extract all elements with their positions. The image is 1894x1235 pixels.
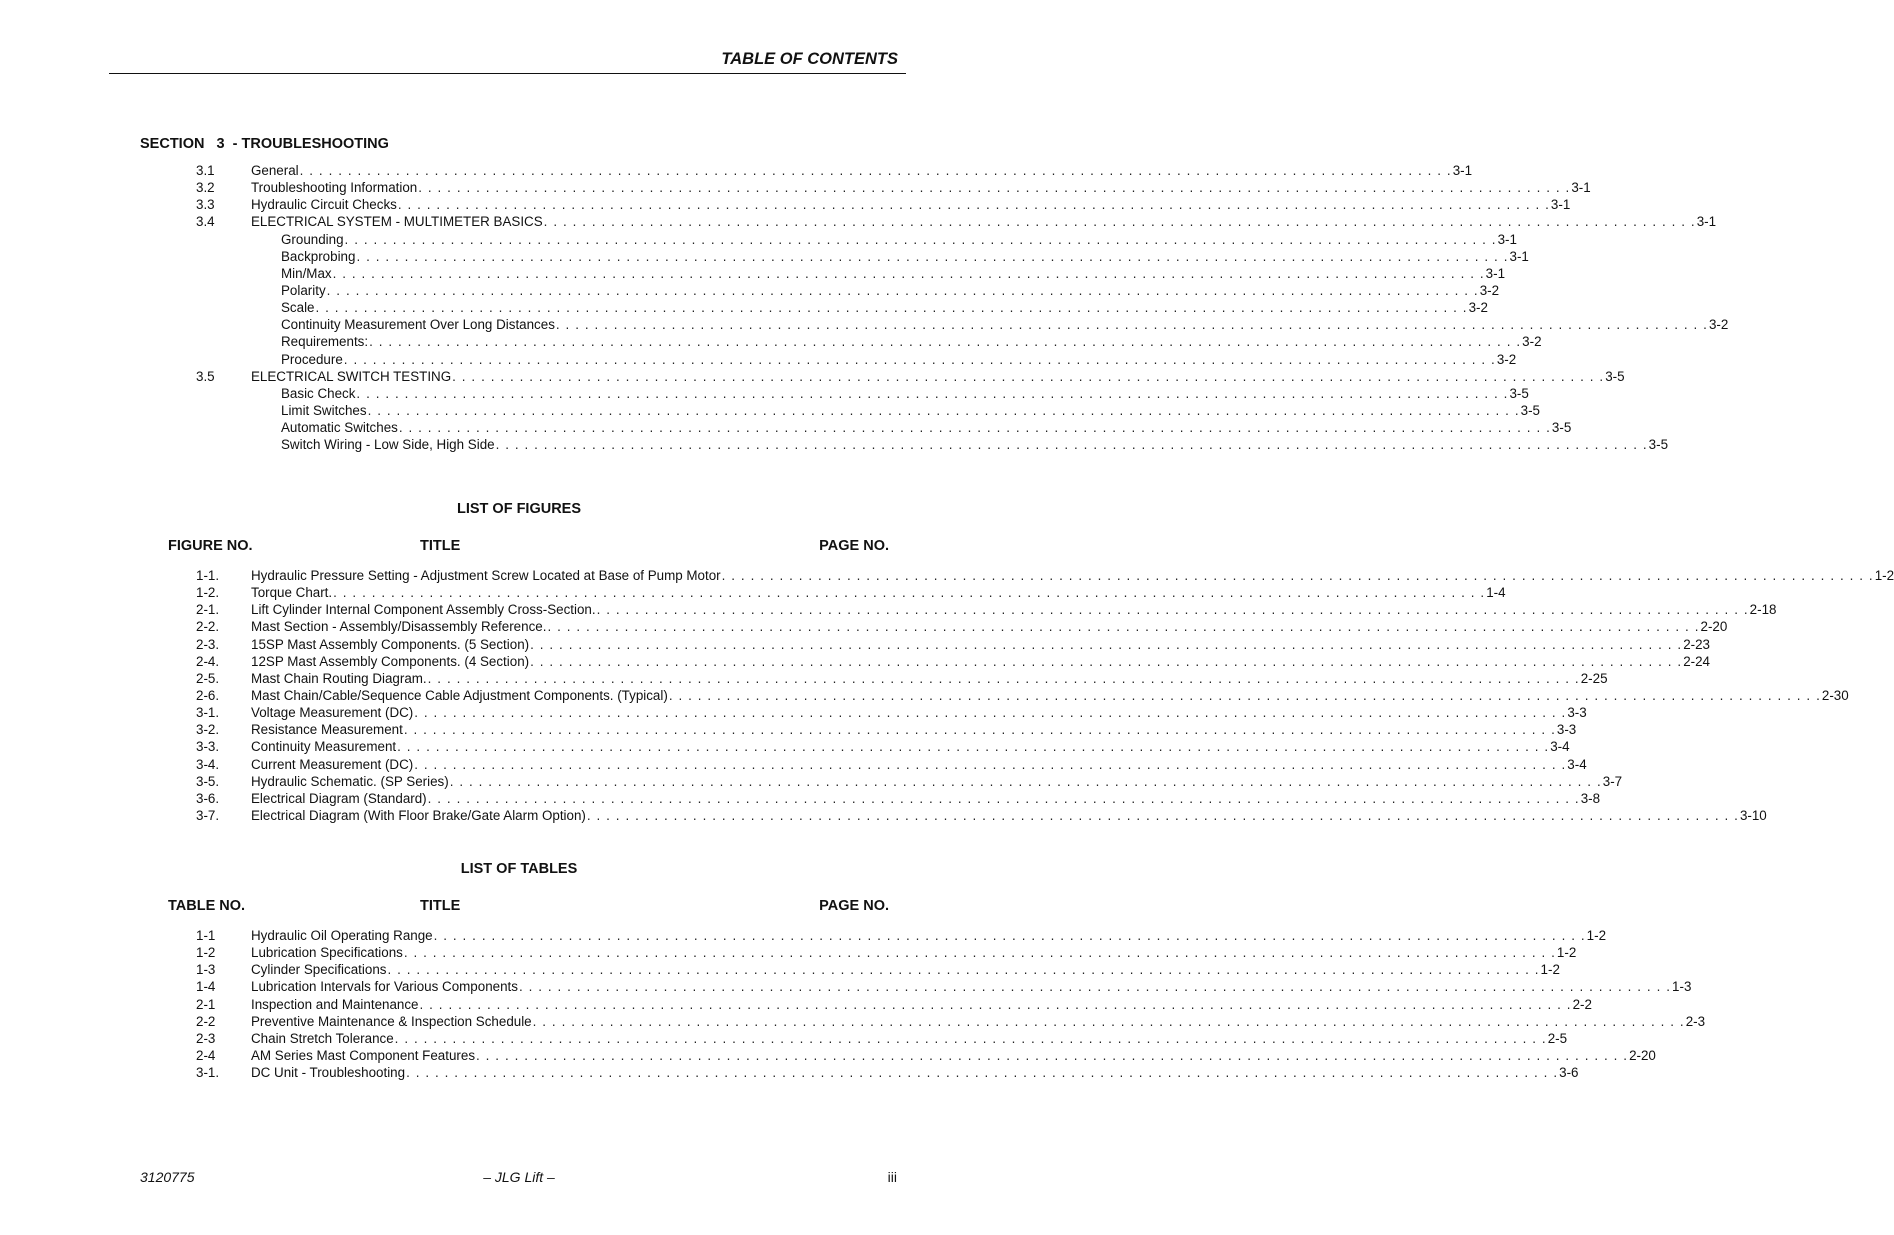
entry-page: 3-10	[1739, 807, 1767, 823]
entry-title: Lubrication Specifications	[251, 945, 403, 961]
dot-leader: . . . . . . . . . . . . . . . . . . . . . . . . . . . . . . . . . . . . . . . . . . . . . . . . . . . . . . . . . . . . . . . . . . . . . . . . . . . . . . . . . . . . . . . . . . . . . . . . . . . . . . . . . . . . . . . . . . . . . . . .	[333, 585, 1486, 601]
entry-page: 2-20	[1700, 619, 1728, 635]
entry-number: 2-3	[196, 1030, 216, 1046]
entry-number: 2-4	[196, 1047, 216, 1063]
toc-entry	[196, 436, 1669, 453]
figures-col-number: FIGURE NO.	[168, 538, 253, 554]
entry-number: 3-4.	[196, 756, 220, 772]
entry-number: 3.2	[196, 180, 215, 196]
entry-title: Troubleshooting Information	[251, 180, 418, 196]
toc-entry	[196, 978, 1692, 995]
entry-title: Hydraulic Circuit Checks	[251, 197, 397, 213]
entry-number: 3-2.	[196, 722, 220, 738]
tables-col-page: PAGE NO.	[819, 898, 889, 914]
entry-page: 3-1	[1485, 265, 1506, 281]
entry-number: 1-3	[196, 962, 216, 978]
entry-title: Procedure	[281, 351, 343, 367]
entry-title: Mast Chain/Cable/Sequence Cable Adjustment Components. (Typical)	[251, 687, 668, 703]
entry-page: 3-6	[1559, 1065, 1579, 1081]
entry-number: 1-1	[196, 928, 216, 943]
entry-number: 2-6.	[196, 687, 220, 703]
entry-number: 2-2.	[196, 619, 220, 635]
dot-leader: . . . . . . . . . . . . . . . . . . . . . . . . . . . . . . . . . . . . . . . . . . . . . . . . . . . . . . . . . . . . . . . . . . . . . . . . . . . . . . . . . . . . . . . . . . . . . . . . . . . . . . . . . . . . . . . . . . . . . . . .	[721, 568, 1874, 583]
dot-leader: . . . . . . . . . . . . . . . . . . . . . . . . . . . . . . . . . . . . . . . . . . . . . . . . . . . . . . . . . . . . . . . . . . . . . . . . . . . . . . . . . . . . . . . . . . . . . . . . . . . . . . . . . . . . . . . . . . . . . . . .	[530, 653, 1683, 669]
figures-list	[196, 567, 1894, 824]
entry-number: 3-1.	[196, 705, 220, 721]
entry-title: Lift Cylinder Internal Component Assembly Cross-Section.	[251, 602, 596, 618]
entry-number: 2-4.	[196, 653, 220, 669]
entry-page: 3-2	[1468, 300, 1488, 316]
dot-leader: . . . . . . . . . . . . . . . . . . . . . . . . . . . . . . . . . . . . . . . . . . . . . . . . . . . . . . . . . . . . . . . . . . . . . . . . . . . . . . . . . . . . . . . . . . . . . . . . . . . . . . . . . . . . . . . . . . . . . . . .	[367, 402, 1520, 418]
header-rule	[109, 73, 906, 74]
dot-leader: . . . . . . . . . . . . . . . . . . . . . . . . . . . . . . . . . . . . . . . . . . . . . . . . . . . . . . . . . . . . . . . . . . . . . . . . . . . . . . . . . . . . . . . . . . . . . . . . . . . . . . . . . . . . . . . . . . . . . . . .	[387, 962, 1540, 978]
entry-page: 3-5	[1520, 402, 1540, 418]
toc-entry	[196, 213, 1717, 230]
entry-page: 3-3	[1556, 722, 1577, 738]
entry-page: 2-2	[1572, 996, 1592, 1012]
toc-entry	[196, 368, 1625, 385]
entry-page: 1-2	[1586, 928, 1607, 943]
dot-leader: . . . . . . . . . . . . . . . . . . . . . . . . . . . . . . . . . . . . . . . . . . . . . . . . . . . . . . . . . . . . . . . . . . . . . . . . . . . . . . . . . . . . . . . . . . . . . . . . . . . . . . . . . . . . . . . . . . . . . . . .	[397, 739, 1550, 755]
dot-leader: . . . . . . . . . . . . . . . . . . . . . . . . . . . . . . . . . . . . . . . . . . . . . . . . . . . . . . . . . . . . . . . . . . . . . . . . . . . . . . . . . . . . . . . . . . . . . . . . . . . . . . . . . . . . . . . . . . . . . . . .	[397, 197, 1550, 213]
dot-leader: . . . . . . . . . . . . . . . . . . . . . . . . . . . . . . . . . . . . . . . . . . . . . . . . . . . . . . . . . . . . . . . . . . . . . . . . . . . . . . . . . . . . . . . . . . . . . . . . . . . . . . . . . . . . . . . . . . . . . . . .	[586, 807, 1739, 823]
entry-number: 2-2	[196, 1013, 216, 1029]
entry-title: Hydraulic Pressure Setting - Adjustment Screw Located at Base of Pump Motor	[251, 568, 721, 583]
entry-page: 2-23	[1683, 636, 1710, 652]
toc-entry	[196, 704, 1587, 721]
entry-number: 1-4	[196, 979, 216, 995]
entry-title: Grounding	[281, 231, 344, 247]
entry-title: Limit Switches	[281, 402, 367, 418]
toc-entry	[196, 179, 1591, 196]
entry-title: 12SP Mast Assembly Components. (4 Section)	[251, 653, 530, 669]
dot-leader: . . . . . . . . . . . . . . . . . . . . . . . . . . . . . . . . . . . . . . . . . . . . . . . . . . . . . . . . . . . . . . . . . . . . . . . . . . . . . . . . . . . . . . . . . . . . . . . . . . . . . . . . . . . . . . . . . . . . . . . .	[555, 317, 1708, 333]
entry-number: 1-1.	[196, 568, 220, 583]
entry-title: Continuity Measurement Over Long Distances	[281, 317, 555, 333]
entry-page: 3-2	[1522, 334, 1542, 350]
entry-title: Hydraulic Oil Operating Range	[251, 928, 433, 943]
toc-entry	[196, 756, 1587, 773]
dot-leader: . . . . . . . . . . . . . . . . . . . . . . . . . . . . . . . . . . . . . . . . . . . . . . . . . . . . . . . . . . . . . . . . . . . . . . . . . . . . . . . . . . . . . . . . . . . . . . . . . . . . . . . . . . . . . . . . . . . . . . . .	[418, 180, 1571, 196]
figures-col-title: TITLE	[420, 538, 461, 554]
entry-title: ELECTRICAL SWITCH TESTING	[251, 368, 452, 384]
toc-entry	[196, 231, 1517, 248]
entry-number: 3-3.	[196, 739, 220, 755]
dot-leader: . . . . . . . . . . . . . . . . . . . . . . . . . . . . . . . . . . . . . . . . . . . . . . . . . . . . . . . . . . . . . . . . . . . . . . . . . . . . . . . . . . . . . . . . . . . . . . . . . . . . . . . . . . . . . . . . . . . . . . . .	[356, 248, 1509, 264]
toc-entry	[196, 944, 1577, 961]
entry-number: 3-1.	[196, 1065, 220, 1081]
entry-title: Min/Max	[281, 265, 332, 281]
toc-entry	[196, 670, 1608, 687]
entry-page: 2-25	[1580, 670, 1608, 686]
toc-entry	[196, 196, 1571, 213]
entry-page: 2-24	[1683, 653, 1710, 669]
entry-page: 3-1	[1550, 197, 1571, 213]
entry-number: 2-1	[196, 996, 216, 1012]
entry-title: Basic Check	[281, 385, 356, 401]
toc-entry	[196, 316, 1729, 333]
entry-title: Inspection and Maintenance	[251, 996, 419, 1012]
toc-entry	[196, 687, 1849, 704]
toc-entry	[196, 653, 1710, 670]
footer-doc-number: 3120775	[140, 1169, 195, 1185]
entry-page: 3-5	[1648, 437, 1669, 453]
dot-leader: . . . . . . . . . . . . . . . . . . . . . . . . . . . . . . . . . . . . . . . . . . . . . . . . . . . . . . . . . . . . . . . . . . . . . . . . . . . . . . . . . . . . . . . . . . . . . . . . . . . . . . . . . . . . . . . . . . . . . . . .	[356, 385, 1509, 401]
entry-page: 3-2	[1479, 282, 1500, 298]
dot-leader: . . . . . . . . . . . . . . . . . . . . . . . . . . . . . . . . . . . . . . . . . . . . . . . . . . . . . . . . . . . . . . . . . . . . . . . . . . . . . . . . . . . . . . . . . . . . . . . . . . . . . . . . . . . . . . . . . . . . . . . .	[326, 282, 1479, 298]
toc-entry	[196, 248, 1529, 265]
toc-entry	[196, 162, 1473, 179]
entry-title: Cylinder Specifications	[251, 962, 387, 978]
entry-page: 1-4	[1486, 585, 1506, 601]
entry-page: 3-7	[1602, 773, 1623, 789]
dot-leader: . . . . . . . . . . . . . . . . . . . . . . . . . . . . . . . . . . . . . . . . . . . . . . . . . . . . . . . . . . . . . . . . . . . . . . . . . . . . . . . . . . . . . . . . . . . . . . . . . . . . . . . . . . . . . . . . . . . . . . . .	[532, 1013, 1685, 1029]
entry-page: 3-2	[1496, 351, 1517, 367]
entry-title: Electrical Diagram (With Floor Brake/Gate Alarm Option)	[251, 807, 586, 823]
dot-leader: . . . . . . . . . . . . . . . . . . . . . . . . . . . . . . . . . . . . . . . . . . . . . . . . . . . . . . . . . . . . . . . . . . . . . . . . . . . . . . . . . . . . . . . . . . . . . . . . . . . . . . . . . . . . . . . . . . . . . . . .	[495, 437, 1648, 453]
toc-entry	[196, 721, 1577, 738]
toc-entry	[196, 299, 1488, 316]
entry-title: ELECTRICAL SYSTEM - MULTIMETER BASICS	[251, 214, 543, 230]
dot-leader: . . . . . . . . . . . . . . . . . . . . . . . . . . . . . . . . . . . . . . . . . . . . . . . . . . . . . . . . . . . . . . . . . . . . . . . . . . . . . . . . . . . . . . . . . . . . . . . . . . . . . . . . . . . . . . . . . . . . . . . .	[344, 231, 1497, 247]
entry-number: 2-3.	[196, 636, 220, 652]
toc-entry	[196, 333, 1542, 350]
entry-title: Backprobing	[281, 248, 356, 264]
toc-entry	[196, 996, 1592, 1013]
entry-page: 3-5	[1605, 368, 1625, 384]
entry-title: Scale	[281, 300, 315, 316]
dot-leader: . . . . . . . . . . . . . . . . . . . . . . . . . . . . . . . . . . . . . . . . . . . . . . . . . . . . . . . . . . . . . . . . . . . . . . . . . . . . . . . . . . . . . . . . . . . . . . . . . . . . . . . . . . . . . . . . . . . . . . . .	[543, 214, 1696, 230]
entry-number: 3-6.	[196, 790, 220, 806]
entry-title: Resistance Measurement	[251, 722, 403, 738]
dot-leader: . . . . . . . . . . . . . . . . . . . . . . . . . . . . . . . . . . . . . . . . . . . . . . . . . . . . . . . . . . . . . . . . . . . . . . . . . . . . . . . . . . . . . . . . . . . . . . . . . . . . . . . . . . . . . . . . . . . . . . . .	[449, 773, 1602, 789]
entry-page: 1-3	[1672, 979, 1692, 995]
toc-entry	[196, 601, 1777, 618]
entry-page: 3-1	[1509, 248, 1529, 264]
entry-title: DC Unit - Troubleshooting	[251, 1065, 406, 1081]
entry-number: 3.1	[196, 163, 215, 178]
entry-number: 2-5.	[196, 670, 220, 686]
entry-title: Preventive Maintenance & Inspection Schedule	[251, 1013, 532, 1029]
figures-heading: LIST OF FIGURES	[456, 501, 582, 517]
entry-title: AM Series Mast Component Features	[251, 1047, 476, 1063]
entry-title: Switch Wiring - Low Side, High Side	[281, 437, 495, 453]
entry-title: Electrical Diagram (Standard)	[251, 790, 427, 806]
entry-page: 3-1	[1497, 231, 1517, 247]
entry-title: General	[251, 163, 299, 178]
footer-page-number: iii	[887, 1169, 897, 1185]
dot-leader: . . . . . . . . . . . . . . . . . . . . . . . . . . . . . . . . . . . . . . . . . . . . . . . . . . . . . . . . . . . . . . . . . . . . . . . . . . . . . . . . . . . . . . . . . . . . . . . . . . . . . . . . . . . . . . . . . . . . . . . .	[433, 928, 1586, 943]
entry-page: 3-2	[1708, 317, 1729, 333]
entry-title: Continuity Measurement	[251, 739, 397, 755]
entry-page: 3-4	[1567, 756, 1587, 772]
toc-entry	[196, 773, 1623, 790]
entry-page: 1-2	[1556, 945, 1577, 961]
dot-leader: . . . . . . . . . . . . . . . . . . . . . . . . . . . . . . . . . . . . . . . . . . . . . . . . . . . . . . . . . . . . . . . . . . . . . . . . . . . . . . . . . . . . . . . . . . . . . . . . . . . . . . . . . . . . . . . . . . . . . . . .	[403, 945, 1556, 961]
dot-leader: . . . . . . . . . . . . . . . . . . . . . . . . . . . . . . . . . . . . . . . . . . . . . . . . . . . . . . . . . . . . . . . . . . . . . . . . . . . . . . . . . . . . . . . . . . . . . . . . . . . . . . . . . . . . . . . . . . . . . . . .	[332, 265, 1485, 281]
dot-leader: . . . . . . . . . . . . . . . . . . . . . . . . . . . . . . . . . . . . . . . . . . . . . . . . . . . . . . . . . . . . . . . . . . . . . . . . . . . . . . . . . . . . . . . . . . . . . . . . . . . . . . . . . . . . . . . . . . . . . . . .	[315, 300, 1468, 316]
dot-leader: . . . . . . . . . . . . . . . . . . . . . . . . . . . . . . . . . . . . . . . . . . . . . . . . . . . . . . . . . . . . . . . . . . . . . . . . . . . . . . . . . . . . . . . . . . . . . . . . . . . . . . . . . . . . . . . . . . . . . . . .	[343, 351, 1496, 367]
toc-entry	[196, 807, 1767, 824]
toc-entry	[196, 282, 1500, 299]
toc-entry	[196, 1030, 1568, 1047]
dot-leader: . . . . . . . . . . . . . . . . . . . . . . . . . . . . . . . . . . . . . . . . . . . . . . . . . . . . . . . . . . . . . . . . . . . . . . . . . . . . . . . . . . . . . . . . . . . . . . . . . . . . . . . . . . . . . . . . . . . . . . . .	[414, 756, 1567, 772]
entry-title: Automatic Switches	[281, 420, 398, 436]
entry-title: 15SP Mast Assembly Components. (5 Section)	[251, 636, 530, 652]
entry-page: 3-1	[1696, 214, 1717, 230]
entry-page: 3-3	[1567, 705, 1587, 721]
page-header-title: TABLE OF CONTENTS	[721, 50, 898, 68]
entry-page: 3-1	[1571, 180, 1591, 196]
tables-col-title: TITLE	[420, 898, 461, 914]
dot-leader: . . . . . . . . . . . . . . . . . . . . . . . . . . . . . . . . . . . . . . . . . . . . . . . . . . . . . . . . . . . . . . . . . . . . . . . . . . . . . . . . . . . . . . . . . . . . . . . . . . . . . . . . . . . . . . . . . . . . . . . .	[419, 996, 1572, 1012]
entry-page: 3-4	[1550, 739, 1570, 755]
toc-entry	[196, 1013, 1706, 1030]
toc-entry	[196, 961, 1560, 978]
section-toc-list	[196, 162, 1729, 453]
entry-number: 3.4	[196, 214, 215, 230]
entry-page: 3-5	[1551, 420, 1572, 436]
dot-leader: . . . . . . . . . . . . . . . . . . . . . . . . . . . . . . . . . . . . . . . . . . . . . . . . . . . . . . . . . . . . . . . . . . . . . . . . . . . . . . . . . . . . . . . . . . . . . . . . . . . . . . . . . . . . . . . . . . . . . . . .	[369, 334, 1522, 350]
entry-title: Chain Stretch Tolerance	[251, 1030, 394, 1046]
entry-page: 2-3	[1685, 1013, 1706, 1029]
footer-brand: – JLG Lift –	[483, 1169, 555, 1185]
entry-title: Torque Chart.	[251, 585, 333, 601]
dot-leader: . . . . . . . . . . . . . . . . . . . . . . . . . . . . . . . . . . . . . . . . . . . . . . . . . . . . . . . . . . . . . . . . . . . . . . . . . . . . . . . . . . . . . . . . . . . . . . . . . . . . . . . . . . . . . . . . . . . . . . . .	[414, 705, 1567, 721]
entry-page: 2-18	[1749, 602, 1777, 618]
toc-entry	[196, 927, 1607, 944]
entry-title: Requirements:	[281, 334, 369, 350]
entry-title: Lubrication Intervals for Various Components	[251, 979, 518, 995]
toc-entry	[196, 402, 1540, 419]
entry-title: Mast Chain Routing Diagram.	[251, 670, 427, 686]
entry-title: Current Measurement (DC)	[251, 756, 414, 772]
toc-entry	[196, 584, 1506, 601]
figures-col-page: PAGE NO.	[819, 538, 889, 554]
dot-leader: . . . . . . . . . . . . . . . . . . . . . . . . . . . . . . . . . . . . . . . . . . . . . . . . . . . . . . . . . . . . . . . . . . . . . . . . . . . . . . . . . . . . . . . . . . . . . . . . . . . . . . . . . . . . . . . . . . . . . . . .	[406, 1065, 1559, 1081]
dot-leader: . . . . . . . . . . . . . . . . . . . . . . . . . . . . . . . . . . . . . . . . . . . . . . . . . . . . . . . . . . . . . . . . . . . . . . . . . . . . . . . . . . . . . . . . . . . . . . . . . . . . . . . . . . . . . . . . . . . . . . . .	[596, 602, 1749, 618]
dot-leader: . . . . . . . . . . . . . . . . . . . . . . . . . . . . . . . . . . . . . . . . . . . . . . . . . . . . . . . . . . . . . . . . . . . . . . . . . . . . . . . . . . . . . . . . . . . . . . . . . . . . . . . . . . . . . . . . . . . . . . . .	[403, 722, 1556, 738]
tables-heading: LIST OF TABLES	[460, 861, 578, 877]
entry-page: 1-2	[1874, 568, 1894, 583]
entry-title: Hydraulic Schematic. (SP Series)	[251, 773, 449, 789]
dot-leader: . . . . . . . . . . . . . . . . . . . . . . . . . . . . . . . . . . . . . . . . . . . . . . . . . . . . . . . . . . . . . . . . . . . . . . . . . . . . . . . . . . . . . . . . . . . . . . . . . . . . . . . . . . . . . . . . . . . . . . . .	[547, 619, 1700, 635]
toc-entry	[196, 1047, 1656, 1064]
dot-leader: . . . . . . . . . . . . . . . . . . . . . . . . . . . . . . . . . . . . . . . . . . . . . . . . . . . . . . . . . . . . . . . . . . . . . . . . . . . . . . . . . . . . . . . . . . . . . . . . . . . . . . . . . . . . . . . . . . . . . . . .	[394, 1030, 1547, 1046]
entry-page: 2-20	[1629, 1047, 1656, 1063]
toc-entry	[196, 385, 1529, 402]
entry-number: 3-7.	[196, 807, 220, 823]
dot-leader: . . . . . . . . . . . . . . . . . . . . . . . . . . . . . . . . . . . . . . . . . . . . . . . . . . . . . . . . . . . . . . . . . . . . . . . . . . . . . . . . . . . . . . . . . . . . . . . . . . . . . . . . . . . . . . . . . . . . . . . .	[398, 420, 1551, 436]
entry-number: 3.3	[196, 197, 215, 213]
dot-leader: . . . . . . . . . . . . . . . . . . . . . . . . . . . . . . . . . . . . . . . . . . . . . . . . . . . . . . . . . . . . . . . . . . . . . . . . . . . . . . . . . . . . . . . . . . . . . . . . . . . . . . . . . . . . . . . . . . . . . . . .	[299, 163, 1452, 178]
entry-title: Voltage Measurement (DC)	[251, 705, 414, 721]
toc-entry	[196, 636, 1710, 653]
toc-entry	[196, 790, 1601, 807]
section-heading: SECTION 3 - TROUBLESHOOTING	[140, 136, 389, 152]
toc-entry	[196, 265, 1506, 282]
tables-col-number: TABLE NO.	[168, 898, 246, 914]
dot-leader: . . . . . . . . . . . . . . . . . . . . . . . . . . . . . . . . . . . . . . . . . . . . . . . . . . . . . . . . . . . . . . . . . . . . . . . . . . . . . . . . . . . . . . . . . . . . . . . . . . . . . . . . . . . . . . . . . . . . . . . .	[427, 790, 1580, 806]
entry-page: 3-8	[1580, 790, 1601, 806]
tables-list	[196, 927, 1706, 1081]
entry-number: 3-5.	[196, 773, 220, 789]
toc-entry	[196, 738, 1570, 755]
entry-page: 2-30	[1821, 687, 1849, 703]
entry-number: 1-2.	[196, 585, 220, 601]
entry-number: 1-2	[196, 945, 216, 961]
entry-title: Mast Section - Assembly/Disassembly Reference.	[251, 619, 547, 635]
entry-page: 3-5	[1509, 385, 1529, 401]
toc-entry	[196, 351, 1517, 368]
entry-page: 3-1	[1452, 163, 1473, 178]
dot-leader: . . . . . . . . . . . . . . . . . . . . . . . . . . . . . . . . . . . . . . . . . . . . . . . . . . . . . . . . . . . . . . . . . . . . . . . . . . . . . . . . . . . . . . . . . . . . . . . . . . . . . . . . . . . . . . . . . . . . . . . .	[668, 687, 1821, 703]
dot-leader: . . . . . . . . . . . . . . . . . . . . . . . . . . . . . . . . . . . . . . . . . . . . . . . . . . . . . . . . . . . . . . . . . . . . . . . . . . . . . . . . . . . . . . . . . . . . . . . . . . . . . . . . . . . . . . . . . . . . . . . .	[427, 670, 1580, 686]
toc-entry	[196, 567, 1894, 584]
toc-entry	[196, 618, 1728, 635]
toc-entry	[196, 419, 1572, 436]
entry-page: 1-2	[1540, 962, 1560, 978]
dot-leader: . . . . . . . . . . . . . . . . . . . . . . . . . . . . . . . . . . . . . . . . . . . . . . . . . . . . . . . . . . . . . . . . . . . . . . . . . . . . . . . . . . . . . . . . . . . . . . . . . . . . . . . . . . . . . . . . . . . . . . . .	[452, 368, 1605, 384]
entry-number: 2-1.	[196, 602, 220, 618]
dot-leader: . . . . . . . . . . . . . . . . . . . . . . . . . . . . . . . . . . . . . . . . . . . . . . . . . . . . . . . . . . . . . . . . . . . . . . . . . . . . . . . . . . . . . . . . . . . . . . . . . . . . . . . . . . . . . . . . . . . . . . . .	[518, 979, 1672, 995]
entry-title: Polarity	[281, 282, 326, 298]
entry-number: 3.5	[196, 368, 215, 384]
entry-page: 2-5	[1547, 1030, 1568, 1046]
toc-entry	[196, 1064, 1579, 1081]
dot-leader: . . . . . . . . . . . . . . . . . . . . . . . . . . . . . . . . . . . . . . . . . . . . . . . . . . . . . . . . . . . . . . . . . . . . . . . . . . . . . . . . . . . . . . . . . . . . . . . . . . . . . . . . . . . . . . . . . . . . . . . .	[476, 1047, 1629, 1063]
dot-leader: . . . . . . . . . . . . . . . . . . . . . . . . . . . . . . . . . . . . . . . . . . . . . . . . . . . . . . . . . . . . . . . . . . . . . . . . . . . . . . . . . . . . . . . . . . . . . . . . . . . . . . . . . . . . . . . . . . . . . . . .	[530, 636, 1683, 652]
